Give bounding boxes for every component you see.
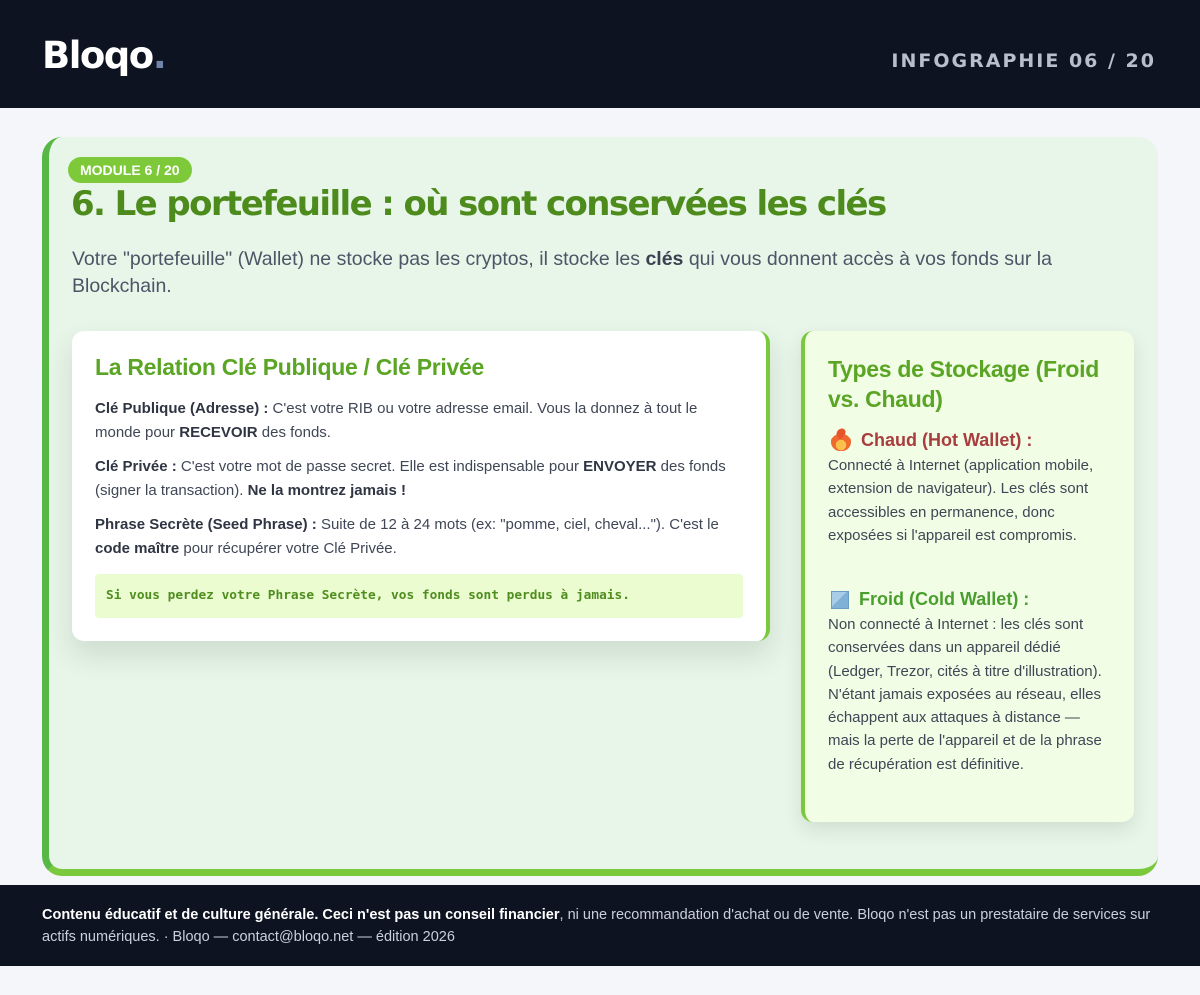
private-key-paragraph xyxy=(95,455,745,503)
seed-phrase-paragraph xyxy=(95,513,745,561)
page-title: 6. Le portefeuille : où sont conservées les clés xyxy=(71,184,886,224)
module-badge: MODULE 6 / 20 xyxy=(68,157,192,183)
logo-text: Bloqo xyxy=(42,34,153,77)
intro-part-1: Votre "portefeuille" (Wallet) ne stocke pas les cryptos, il stocke les xyxy=(72,248,646,270)
receive-keyword: RECEVOIR xyxy=(179,424,258,441)
cold-wallet-label: Froid (Cold Wallet) : xyxy=(859,589,1030,609)
intro-bold: clés xyxy=(645,248,684,270)
public-key-text-end: des fonds. xyxy=(257,424,331,441)
seed-phrase-label: Phrase Secrète (Seed Phrase) : xyxy=(95,516,317,533)
bloqo-logo[interactable] xyxy=(42,34,165,77)
public-key-paragraph xyxy=(95,397,745,445)
intro-part-2: qui vous donnent accès à vos fonds sur la Blockchain. xyxy=(72,248,1052,297)
public-key-label: Clé Publique (Adresse) : xyxy=(95,400,269,417)
hot-wallet-label: Chaud (Hot Wallet) : xyxy=(861,430,1033,450)
seed-loss-alert: Si vous perdez votre Phrase Secrète, vos fonds sont perdus à jamais. xyxy=(95,574,743,618)
key-relation-card xyxy=(72,331,770,641)
storage-types-card xyxy=(801,331,1134,822)
master-code-keyword: code maître xyxy=(95,540,180,557)
never-show-warning: Ne la montrez jamais ! xyxy=(247,482,406,499)
infographic-counter: INFOGRAPHIE 06 / 20 xyxy=(891,50,1156,72)
send-keyword: ENVOYER xyxy=(583,458,657,475)
seed-phrase-text-end: pour récupérer votre Clé Privée. xyxy=(179,540,397,557)
hot-wallet-description: Connecté à Internet (application mobile, extension de navigateur). Les clés sont accessibles en permanence, donc exposées si l'appareil est compromis. xyxy=(828,457,1094,544)
private-key-text: C'est votre mot de passe secret. Elle est indispensable pour xyxy=(176,458,584,475)
ice-cube-icon xyxy=(831,591,849,609)
cold-wallet-description: Non connecté à Internet : les clés sont conservées dans un appareil dédié (Ledger, Trezor, cités à titre d'illustration). N'étant jamais exposées au réseau, elles échappent aux attaques à distance — mais la perte de l'appareil et de la phrase de récupération est définitive. xyxy=(828,616,1102,773)
disclaimer-text xyxy=(42,904,1162,948)
logo-dot: . xyxy=(152,34,166,77)
intro-text xyxy=(72,246,1132,300)
cold-wallet-heading xyxy=(831,589,1029,610)
disclaimer-rest: , ni une recommandation d'achat ou de vente. Bloqo n'est pas un prestataire de services sur actifs numériques. · Bloqo — contact@bloqo.net — édition 2026 xyxy=(42,907,1151,945)
flame-icon xyxy=(831,431,851,451)
seed-phrase-text: Suite de 12 à 24 mots (ex: "pomme, ciel, cheval..."). C'est le xyxy=(316,516,719,533)
private-key-text-end: des fonds (signer la transaction). xyxy=(95,458,726,499)
private-key-label: Clé Privée : xyxy=(95,458,177,475)
key-relation-title: La Relation Clé Publique / Clé Privée xyxy=(95,354,484,380)
disclaimer-bold: Contenu éducatif et de culture générale. Ceci n'est pas un conseil financier xyxy=(42,907,560,923)
storage-types-title: Types de Stockage (Froid vs. Chaud) xyxy=(828,356,1099,412)
hot-wallet-heading xyxy=(831,430,1032,451)
disclaimer-footer xyxy=(0,885,1200,966)
public-key-text: C'est votre RIB ou votre adresse email. Vous la donnez à tout le monde pour xyxy=(95,400,698,441)
top-bar xyxy=(0,0,1200,108)
